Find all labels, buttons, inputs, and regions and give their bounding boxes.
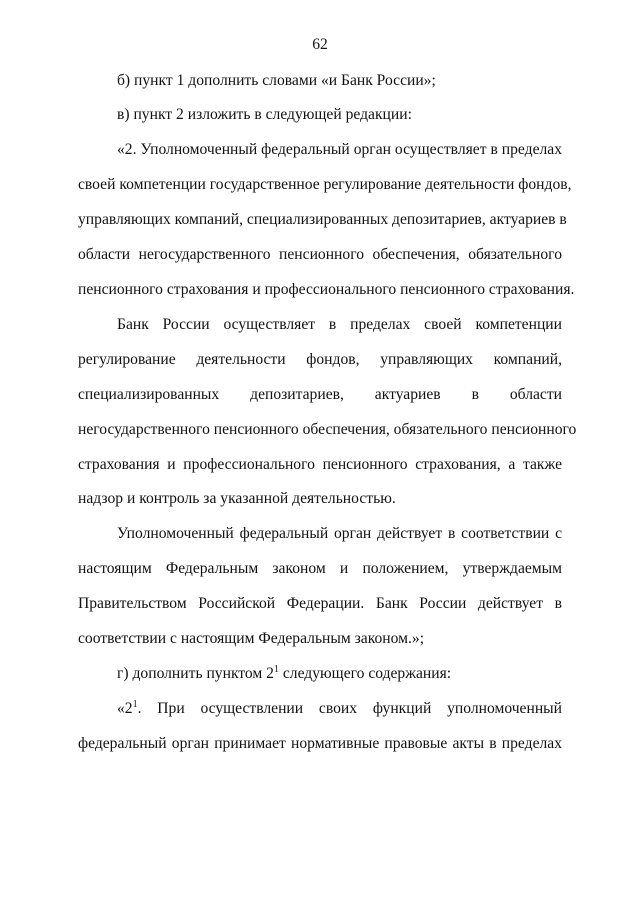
item-g-text-before: г) дополнить пунктом 2: [117, 665, 274, 682]
paragraph-4-line-2: федеральный орган принимает нормативные правовые акты в пределах: [78, 735, 562, 752]
paragraph-1-line-4: области негосударственного пенсионного обеспечения, обязательного: [78, 246, 562, 263]
item-g-line: [117, 663, 562, 685]
paragraph-2-line-6: надзор и контроль за указанной деятельностью.: [78, 490, 396, 507]
paragraph-1-line-1: «2. Уполномоченный федеральный орган осуществляет в пределах: [117, 141, 562, 158]
paragraph-2-line-4: негосударственного пенсионного обеспечения, обязательного пенсионного: [78, 421, 577, 438]
paragraph-1-line-5: пенсионного страхования и профессионального пенсионного страхования.: [78, 281, 575, 298]
paragraph-2-line-3: специализированных депозитариев, актуариев в области: [78, 386, 562, 403]
paragraph-2-line-2: регулирование деятельности фондов, управляющих компаний,: [78, 351, 562, 368]
paragraph-4-line-1: [117, 698, 562, 720]
item-g-text-after: следующего содержания:: [278, 665, 452, 682]
item-b-line: б) пункт 1 дополнить словами «и Банк России»;: [117, 72, 436, 89]
paragraph-4-line-1-rest: . При осуществлении своих функций уполномоченный: [137, 700, 562, 717]
paragraph-3-line-2: настоящим Федеральным законом и положением, утверждаемым: [78, 560, 562, 577]
paragraph-4-clause-number: «2: [117, 700, 133, 717]
paragraph-4-superscript: 1: [132, 699, 138, 710]
paragraph-1-line-2: своей компетенции государственное регулирование деятельности фондов,: [78, 176, 572, 193]
paragraph-3-line-1: Уполномоченный федеральный орган действует в соответствии с: [117, 525, 562, 542]
paragraph-2-line-1: Банк России осуществляет в пределах своей компетенции: [117, 316, 562, 333]
paragraph-3-line-4: соответствии с настоящим Федеральным законом.»;: [78, 630, 425, 647]
item-g-superscript: 1: [273, 664, 279, 675]
paragraph-3-line-3: Правительством Российской Федерации. Банк России действует в: [78, 595, 562, 612]
page-number: 62: [312, 36, 328, 53]
paragraph-2-line-5: страхования и профессионального пенсионного страхования, а также: [78, 456, 562, 473]
item-v-line: в) пункт 2 изложить в следующей редакции:: [117, 106, 412, 123]
paragraph-1-line-3: управляющих компаний, специализированных депозитариев, актуариев в: [78, 211, 567, 228]
